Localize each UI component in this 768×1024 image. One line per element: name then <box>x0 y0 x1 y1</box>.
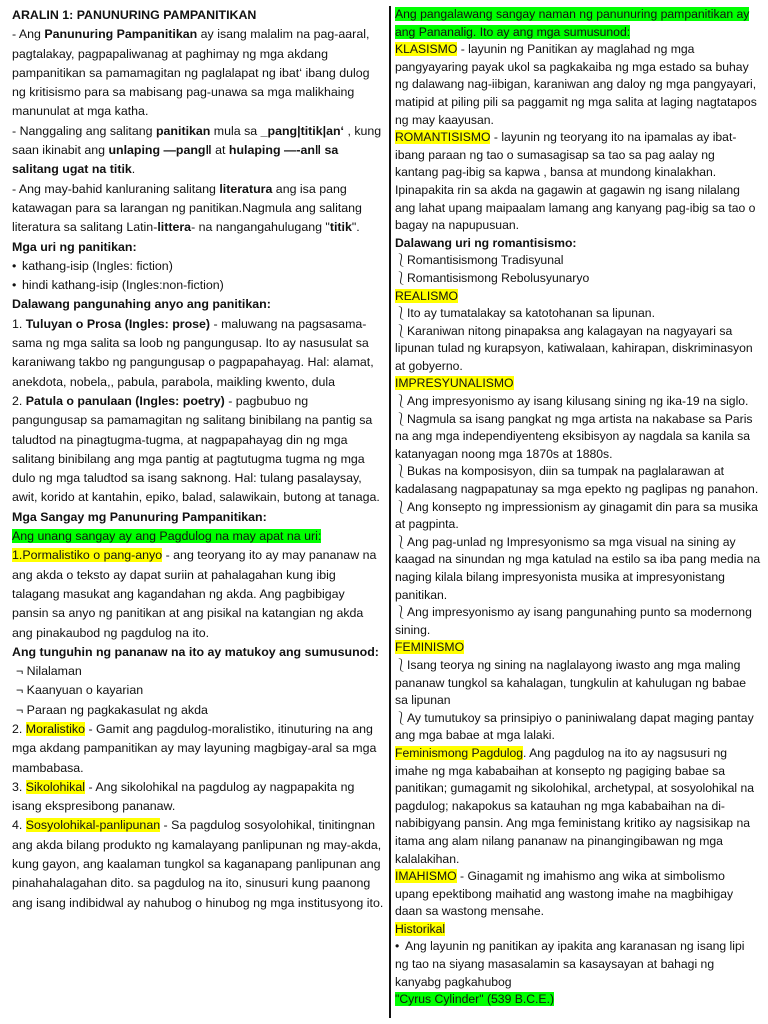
bracket-bullet-icon: ⎱ <box>395 464 408 479</box>
heading-anyo: Dalawang pangunahing anyo ang panitikan: <box>12 297 271 312</box>
list-item: ⎱Ang impresyonismo ay isang kilusang sining ng ika-19 na siglo. <box>395 393 761 411</box>
paragraph-literatura: - Ang may-bahid kanluraning salitang literatura ang isa pang katawagan para sa larangan ng panitikan.Nagmula ang salitang literatura sa salitang Latin-littera- na nangangahulugang "titik". <box>12 181 362 235</box>
paragraph-panunuring: - Ang Panunuring Pampanitikan ay isang malalim na pag-aaral, pagtalakay, pagpapaliwanag at paghimay ng mga akdang pampanitikan sa pamamagitan ng paglalapat ng ibat‘ ibang dulog ng kritisismo para sa mabisang pag-unawa sa mga malikhaing manunulat at mga katha. <box>12 27 370 119</box>
paragraph-feminismong-pagdulog: Feminismong Pagdulog. Ang pagdulog na ito ay nagsusuri ng imahe ng mga kababaihan at konsepto ng pagiging babae sa panitikan; gumagamit ng sikolohikal, archetypal, at sosyolohikal na pagdulog; nakapokus sa katauhan ng mga kababaihan na di-nabibigyang pansin. Ang mga feministang kritiko ay nagsisikap na itama ang alam nilang pananaw na pinangingibawan ng mga kalalakihan. <box>395 745 755 866</box>
bracket-bullet-icon: ⎱ <box>395 499 408 514</box>
bracket-bullet-icon: ⎱ <box>395 394 408 409</box>
column-divider <box>389 6 391 1018</box>
paragraph-pormalistiko: 1.Pormalistiko o pang-anyo - ang teoryang ito ay may pananaw na ang akda o teksto ay dapat suriin at pahalagahan kung ibig talagang masukat ang kagandahan ng akda. Ang pagbibigay pansin sa anyo ng panitikan at ang pisikal na katangian ng akda ang pinakaubod ng pagdulog na ito. <box>12 548 377 640</box>
highlight-unang-sangay: Ang unang sangay ay ang Pagdulog na may apat na uri: <box>12 529 322 544</box>
list-item: • Ang layunin ng panitikan ay ipakita ang karanasan ng isang lipi ng tao na siyang masasalamin sa kasaysayan at bahagi ng kanyabg pagkahubog <box>395 939 745 989</box>
heading-realismo: REALISMO <box>395 288 458 303</box>
list-item: ¬ Nilalaman <box>16 664 82 679</box>
right-column <box>395 6 761 1009</box>
list-item: ⎱Nagmula sa isang pangkat ng mga artista na nakabase sa Paris na ang mga independiyenteng eksibisyon ay nagdala sa kanila sa katanyagan noong mga 1870s at 1880s. <box>395 411 753 461</box>
list-item: ¬ Paraan ng pagkakasulat ng akda <box>16 702 208 717</box>
bullet-icon: • <box>395 939 400 954</box>
heading-tunguhin: Ang tunguhin ng pananaw na ito ay matukoy ang sumusunod: <box>12 644 379 659</box>
paragraph-sikolohikal: 3. Sikolohikal - Ang sikolohikal na pagdulog ay nagpapakita ng isang ekspresibong pananaw. <box>12 779 355 814</box>
list-item: • kathang-isip (Ingles: fiction) <box>12 257 384 276</box>
heading-mga-uri: Mga uri ng panitikan: <box>12 239 137 254</box>
bracket-bullet-icon: ⎱ <box>395 657 408 672</box>
bullet-icon: • <box>12 258 17 273</box>
bracket-bullet-icon: ⎱ <box>395 411 408 426</box>
heading-feminismo: FEMINISMO <box>395 640 465 655</box>
bracket-bullet-icon: ⎱ <box>395 710 408 725</box>
list-item: ¬ Kaanyuan o kayarian <box>16 683 144 698</box>
heading-sangay: Mga Sangay mg Panunuring Pampanitikan: <box>12 509 267 524</box>
paragraph-panitikan: - Nanggaling ang salitang panitikan mula sa _pang|titik|an‘ , kung saan ikinabit ang unlaping ―pang‖ at hulaping ―-an‖ sa salitang ugat na titik. <box>12 123 382 177</box>
list-item: ⎱Ang konsepto ng impressionism ay ginagamit din para sa musika at pagpinta. <box>395 499 758 532</box>
paragraph-romantisismo: ROMANTISISMO - layunin ng teoryang ito na ipamalas ay ibat-ibang paraan ng tao o sumasagisap sa tao sa pag aalay ng kantang pag-ibig sa kapwa , bansa at mundong kinalakhan. Ipinapakita rin sa akda na gagawin at gagawin ng isang nilalang ang lahat upang maipaalam lamang ang kanyang pag-ibig sa tao o bagay na napupusuan. <box>395 130 756 233</box>
list-item: ⎱Bukas na komposisyon, diin sa tumpak na paglalarawan at kadalasang nagpapatunay sa mga epekto ng paglipas ng panahon. <box>395 464 759 497</box>
bracket-bullet-icon: ⎱ <box>395 323 408 338</box>
highlight-cyrus-cylinder: "Cyrus Cylinder" (539 B.C.E.) <box>395 992 555 1007</box>
paragraph-sosyolohikal: 4. Sosyolohikal-panlipunan - Sa pagdulog sosyolohikal, tinitingnan ang akda bilang produkto ng kamalayang panlipunan ng may-akda, kung gayon, ang kaalaman tungkol sa kaganapang panlipunan ang pinahahalagahan dito. sa pagdulog na ito, sinusuri kung paanong ang isang indibidwal ay nahubog o hinubog ng mga institusyong ito. <box>12 818 384 910</box>
left-column <box>12 6 384 913</box>
paragraph-imahismo: IMAHISMO - Ginagamit ng imahismo ang wika at simbolismo upang epektibong maihatid ang wastong imahe na magbihigay daan sa wastong mensahe. <box>395 869 734 919</box>
list-item: ⎱Romantisismong Tradisyunal <box>395 252 761 270</box>
paragraph-tuluyan: 1. Tuluyan o Prosa (Ingles: prose) - maluwang na pagsasama-sama ng mga salita sa loob ng pangungusap. Ito ay nasusulat sa karaniwang takbo ng pangungusap o pagpapahayag. Hal: alamat, anekdota, nobela,, pabula, parabola, maikling kwento, dula <box>12 316 374 389</box>
list-item: ⎱Ang pag-unlad ng Impresyonismo sa mga visual na sining ay kaagad na sinundan ng mga katulad na estilo sa iba pang media na naging kilala bilang impresyonista musika at impresyonistang panitikan. <box>395 534 761 602</box>
bracket-bullet-icon: ⎱ <box>395 534 408 549</box>
list-item: ⎱Isang teorya ng sining na naglalayong iwasto ang mga maling pananaw tungkol sa kahalagan, tungkulin at kahulugan ng babae sa lipunan <box>395 657 747 708</box>
paragraph-patula: 2. Patula o panulaan (Ingles: poetry) - pagbubuo ng pangungusap sa pamamagitan ng salitang binibilang na pantig sa taludtod na pinagtugma-tugma, at nagpapahayag din ng mga salitang binibilang ang mga pantig at pagtutugma tugma ng mga dulo ng mga taludtod sa isang saknong. Hal: tulang pasalaysay, awit, korido at kantahin, epiko, balad, salawikain, butong at tanaga. <box>12 393 380 505</box>
highlight-pangalawang-sangay: Ang pangalawang sangay naman ng panunuring pampanitikan ay ang Pananalig. Ito ay ang mga sumusunod: <box>395 7 750 39</box>
paragraph-moralistiko: 2. Moralistiko - Gamit ang pagdulog-moralistiko, itinuturing na ang mga akdang pampanitikan ay may layuning magbigay-aral sa mga mambabasa. <box>12 721 377 775</box>
paragraph-klasismo: KLASISMO - layunin ng Panitikan ay maglahad ng mga pangyayaring payak ukol sa pagkakaiba ng mga estado sa buhay ng dalawang nag-iibigan, karaniwan ang daloy ng mga pangyayari, matipid at piling pili sa paggamit ng mga salita at laging nagtatapos ng may kaayusan. <box>395 42 757 127</box>
list-item: ⎱Karaniwan nitong pinapaksa ang kalagayan na nagyayari sa lipunan tulad ng kurapsyon, katiwalaan, kahirapan, diskriminasyon at gobyerno. <box>395 323 753 373</box>
list-item: ⎱Ay tumutukoy sa prinsipiyo o paniniwalang dapat maging pantay ang mga babae at mga lalaki. <box>395 710 754 743</box>
heading-romantisismo-uri: Dalawang uri ng romantisismo: <box>395 235 577 250</box>
bullet-icon: • <box>12 278 17 293</box>
list-item: ⎱Romantisismong Rebolusyunaryo <box>395 270 761 288</box>
bracket-bullet-icon: ⎱ <box>395 270 408 285</box>
list-item: ⎱Ang impresyonismo ay isang pangunahing punto sa modernong sining. <box>395 605 752 637</box>
list-item: • hindi kathang-isip (Ingles:non-fiction) <box>12 276 384 295</box>
list-item: ⎱Ito ay tumatalakay sa katotohanan sa lipunan. <box>395 305 761 323</box>
bracket-bullet-icon: ⎱ <box>395 253 408 268</box>
bracket-bullet-icon: ⎱ <box>395 605 408 620</box>
page-title: ARALIN 1: PANUNURING PAMPANITIKAN <box>12 8 257 22</box>
bracket-bullet-icon: ⎱ <box>395 306 408 321</box>
heading-impresyunalismo: IMPRESYUNALISMO <box>395 376 514 391</box>
heading-historikal: Historikal <box>395 921 446 936</box>
